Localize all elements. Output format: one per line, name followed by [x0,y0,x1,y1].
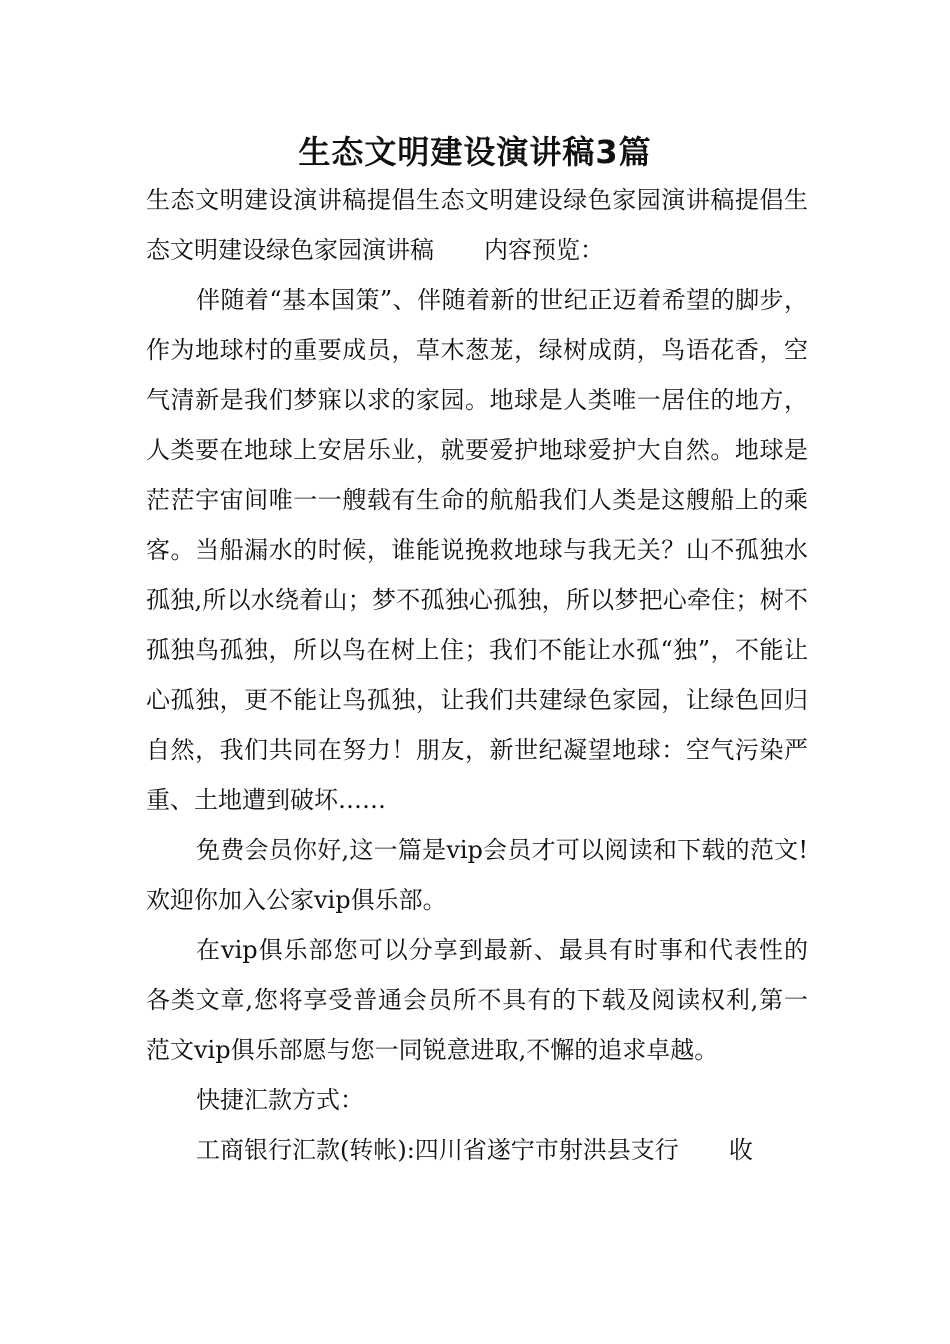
vip-notice-paragraph: 免费会员你好,这一篇是vip会员才可以阅读和下载的范文!欢迎你加入公家vip俱乐部。 [146,836,808,914]
vip-benefits-paragraph: 在vip俱乐部您可以分享到最新、最具有时事和代表性的各类文章,您将享受普通会员所不具有的下载及阅读权利,第一范文vip俱乐部愿与您一同锐意进取,不懈的追求卓越。 [146,936,808,1064]
document-title: 生态文明建设演讲稿3篇 [298,133,652,171]
intro-paragraph [146,175,808,275]
bank-info-text: 工商银行汇款(转帐):四川省遂宁市射洪县支行 [196,1136,679,1164]
bank-info-paragraph [146,1125,808,1175]
document-body [146,175,808,1175]
bank-info-tail: 收 [728,1136,753,1164]
intro-text: 生态文明建设演讲稿提倡生态文明建设绿色家园演讲稿提倡生态文明建设绿色家园演讲稿 [146,186,808,264]
preview-label: 内容预览： [484,236,604,264]
body-paragraph: 伴随着“基本国策”、伴随着新的世纪正迈着希望的脚步，作为地球村的重要成员，草木葱茏，绿树成荫，鸟语花香，空气清新是我们梦寐以求的家园。地球是人类唯一居住的地方，人类要在地球上安居乐业，就要爱护地球爱护大自然。地球是茫茫宇宙间唯一一艘载有生命的航船我们人类是这艘船上的乘客。当船漏水的时候，谁能说挽救地球与我无关？山不孤独水孤独,所以水绕着山；梦不孤独心孤独，所以梦把心牵住；树不孤独鸟孤独，所以鸟在树上住；我们不能让水孤“独”，不能让心孤独，更不能让鸟孤独，让我们共建绿色家园，让绿色回归自然，我们共同在努力！朋友，新世纪凝望地球：空气污染严重、土地遭到破坏…… [146,286,808,814]
payment-heading: 快捷汇款方式： [196,1086,364,1114]
